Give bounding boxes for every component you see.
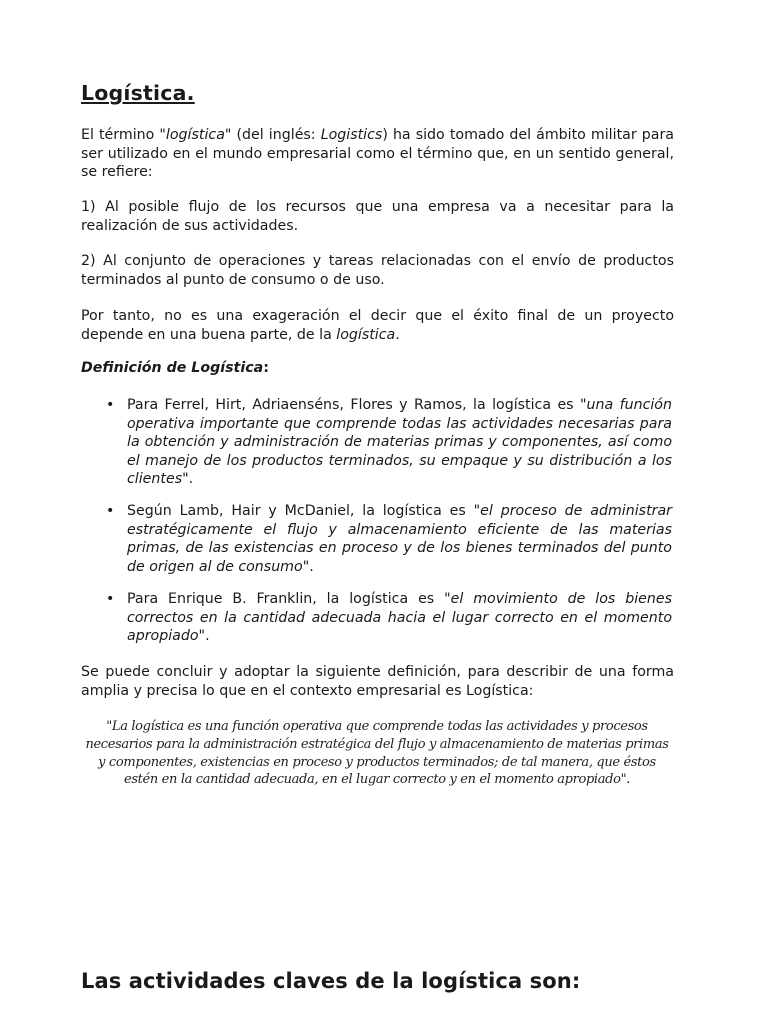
document-title: Logística. <box>81 81 195 105</box>
conclusion-text-1: Por tanto, no es una exageración el decir que el éxito final de un proyecto depende en una buena parte, de la <box>81 308 674 343</box>
intro-term-logistica: logística <box>165 127 225 143</box>
conclusion-term-logistica: logística <box>336 326 396 343</box>
intro-text-1: El término " <box>81 127 166 143</box>
definition-3-lead: Para Enrique B. Franklin, la logística es " <box>127 591 451 607</box>
definitions-heading-text: Definición de Logística <box>81 360 264 376</box>
definition-2-quote: el proceso de administrar estratégicamente el flujo y almacenamiento eficiente de las materias primas, de las existencias en proceso y de los bienes terminados del punto de origen al de consumo <box>127 503 672 575</box>
definitions-heading-colon: : <box>263 360 269 376</box>
bullet-icon: • <box>106 503 115 519</box>
bullet-icon: • <box>106 397 115 413</box>
definition-3-quote: el movimiento de los bienes correctos en la cantidad adecuada hacia el lugar correcto en el momento apropiado <box>127 591 672 644</box>
definition-2-lead: Según Lamb, Hair y McDaniel, la logística es " <box>127 503 481 519</box>
definition-3-tail: ". <box>198 628 210 644</box>
definition-1-tail: ". <box>182 471 194 487</box>
point-1-paragraph: 1) Al posible flujo de los recursos que una empresa va a necesitar para la realización de sus actividades. <box>81 199 674 234</box>
intro-text-2: " (del inglés: <box>224 127 321 143</box>
logistics-definition-quote: "La logística es una función operativa que comprende todas las actividades y procesos necesarios para la administración estratégica del flujo y almacenamiento de materias primas y componentes, existencias en proceso y productos terminados; de tal manera, que éstos estén en la cantidad adecuada, en el lugar correcto y en el momento apropiado". <box>85 719 669 788</box>
definitions-heading <box>81 359 269 378</box>
definition-1-lead: Para Ferrel, Hirt, Adriaenséns, Flores y Ramos, la logística es " <box>127 397 587 413</box>
bullet-icon: • <box>106 591 115 607</box>
point-2-paragraph: 2) Al conjunto de operaciones y tareas relacionadas con el envío de productos terminados al punto de consumo o de uso. <box>81 253 674 288</box>
activities-heading: Las actividades claves de la logística son: <box>81 969 581 993</box>
conclusion-paragraph <box>81 307 674 344</box>
intro-text-3: ) ha sido tomado del ámbito militar para ser utilizado en el mundo empresarial como el término que, en un sentido general, se refiere: <box>81 127 674 180</box>
definition-item-2 <box>106 502 672 576</box>
intro-paragraph <box>81 126 674 182</box>
definition-item-1 <box>106 396 672 489</box>
conclusion-text-2: . <box>395 326 400 343</box>
definition-item-3 <box>106 590 672 646</box>
definition-1-quote: una función operativa importante que comprende todas las actividades necesarias para la obtención y administración de materias primas y componentes, así como el manejo de los productos terminados, su empaque y su distribución a los clientes <box>127 397 672 487</box>
intro-term-logistics: Logistics <box>320 127 383 143</box>
summary-paragraph: Se puede concluir y adoptar la siguiente definición, para describir de una forma amplia y precisa lo que en el contexto empresarial es Logística: <box>81 664 674 699</box>
definition-2-tail: ". <box>302 558 314 575</box>
